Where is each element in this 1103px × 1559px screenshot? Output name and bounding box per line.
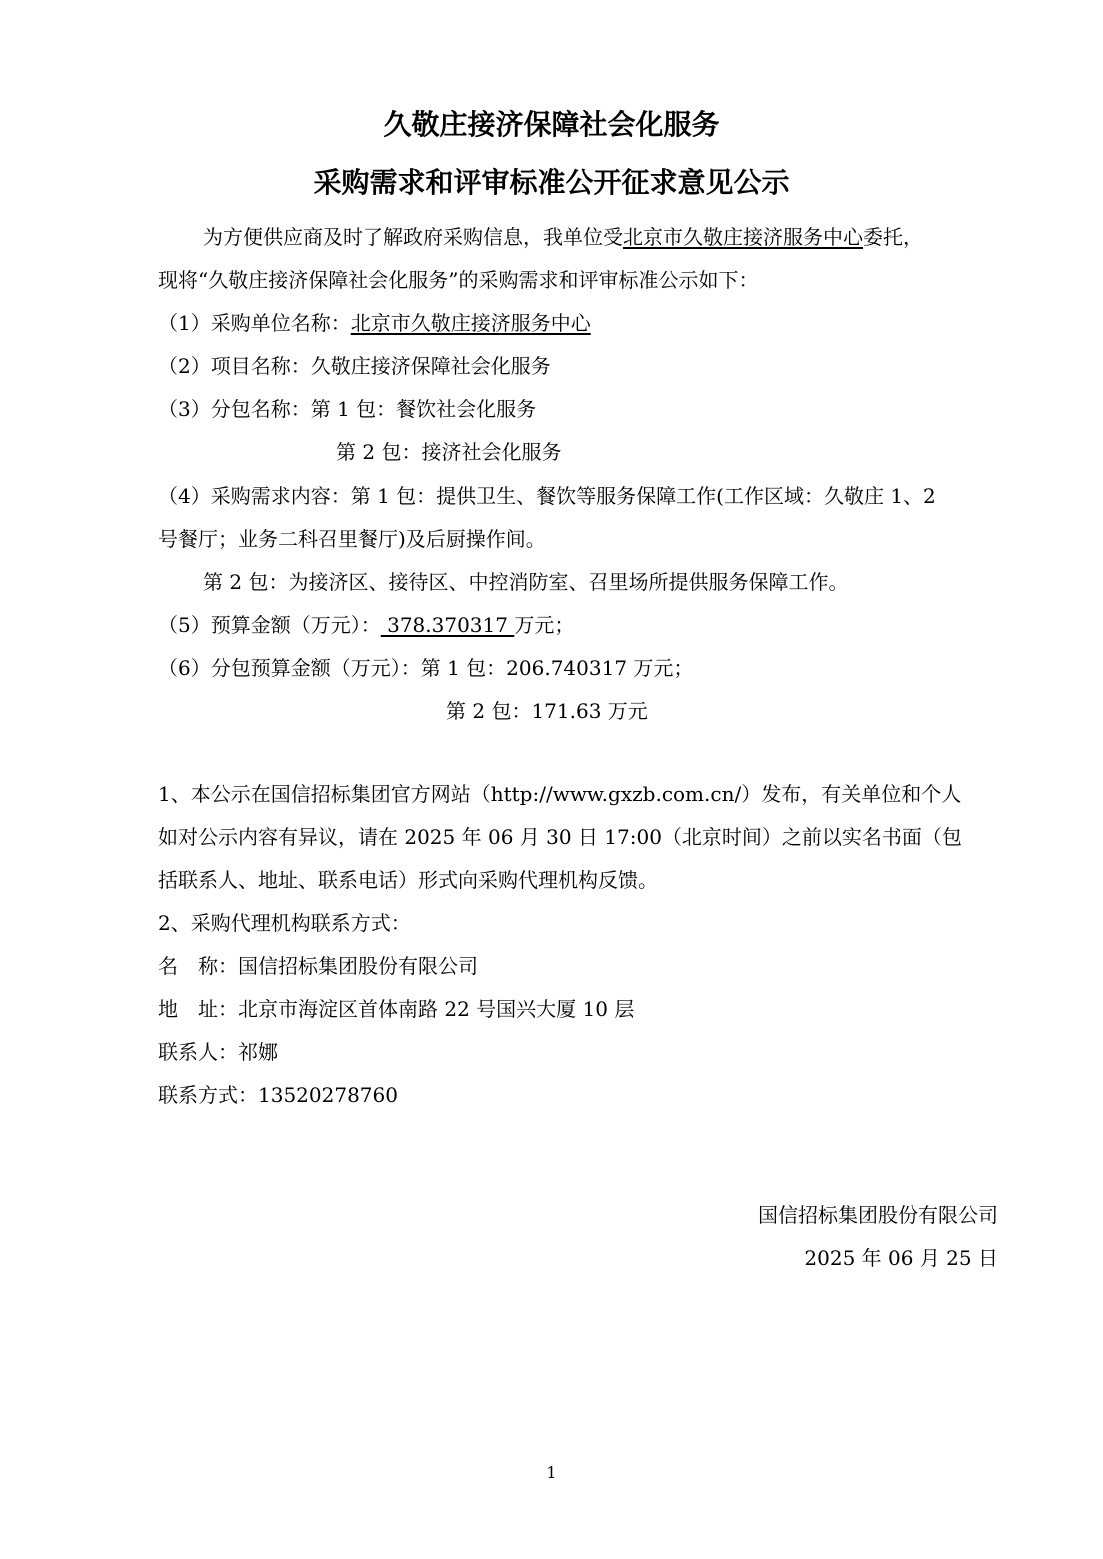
budget-line xyxy=(158,610,574,640)
entrust-unit: 北京市久敬庄接济服务中心 xyxy=(623,225,863,249)
budget-value: 378.370317 xyxy=(380,613,515,637)
intro-line2: 现将“久敬庄接济保障社会化服务”的采购需求和评审标准公示如下： xyxy=(158,268,759,292)
intro-text-part2: 委托， xyxy=(863,225,923,249)
page-number: 1 xyxy=(546,1463,557,1482)
agency-address: 地 址：北京市海淀区首体南路 22 号国兴大厦 10 层 xyxy=(158,997,635,1021)
purchasing-unit-line xyxy=(158,308,591,338)
notice-line2: 如对公示内容有异议，请在 2025 年 06 月 30 日 17:00（北京时间）之前以实名书面（包 xyxy=(158,825,962,849)
lot-budget-line1: （6）分包预算金额（万元）：第 1 包：206.740317 万元； xyxy=(158,656,694,680)
agency-contact-heading: 2、采购代理机构联系方式： xyxy=(158,911,411,935)
lot-name-line1: （3）分包名称：第 1 包：餐饮社会化服务 xyxy=(158,397,537,421)
project-name-line: （2）项目名称：久敬庄接济保障社会化服务 xyxy=(158,354,551,378)
demand-line1: （4）采购需求内容：第 1 包：提供卫生、餐饮等服务保障工作(工作区域：久敬庄 1、2 xyxy=(158,484,936,508)
document-title-line2: 采购需求和评审标准公开征求意见公示 xyxy=(313,166,790,199)
signature-date: 2025 年 06 月 25 日 xyxy=(804,1246,998,1270)
budget-label: （5）预算金额（万元）： xyxy=(158,613,381,637)
document-title-line1: 久敬庄接济保障社会化服务 xyxy=(383,108,720,141)
purchasing-unit-value: 北京市久敬庄接济服务中心 xyxy=(350,311,591,335)
agency-phone: 联系方式：13520278760 xyxy=(158,1083,398,1107)
intro-text-part1: 为方便供应商及时了解政府采购信息，我单位受 xyxy=(203,225,623,249)
intro-line1 xyxy=(203,222,923,252)
notice-line3: 括联系人、地址、联系电话）形式向采购代理机构反馈。 xyxy=(158,868,658,892)
purchasing-unit-label: （1）采购单位名称： xyxy=(158,311,351,335)
agency-contact-person: 联系人：祁娜 xyxy=(158,1040,278,1064)
lot-budget-line2: 第 2 包：171.63 万元 xyxy=(446,699,648,723)
demand-line2: 号餐厅；业务二科召里餐厅)及后厨操作间。 xyxy=(158,527,546,551)
signature-company: 国信招标集团股份有限公司 xyxy=(758,1203,998,1227)
budget-unit: 万元； xyxy=(514,613,575,637)
agency-name: 名 称：国信招标集团股份有限公司 xyxy=(158,954,478,978)
demand-line3: 第 2 包：为接济区、接待区、中控消防室、召里场所提供服务保障工作。 xyxy=(203,570,849,594)
notice-line1: 1、本公示在国信招标集团官方网站（http://www.gxzb.com.cn/）发布，有关单位和个人 xyxy=(158,782,962,806)
lot-name-line2: 第 2 包：接济社会化服务 xyxy=(336,440,562,464)
